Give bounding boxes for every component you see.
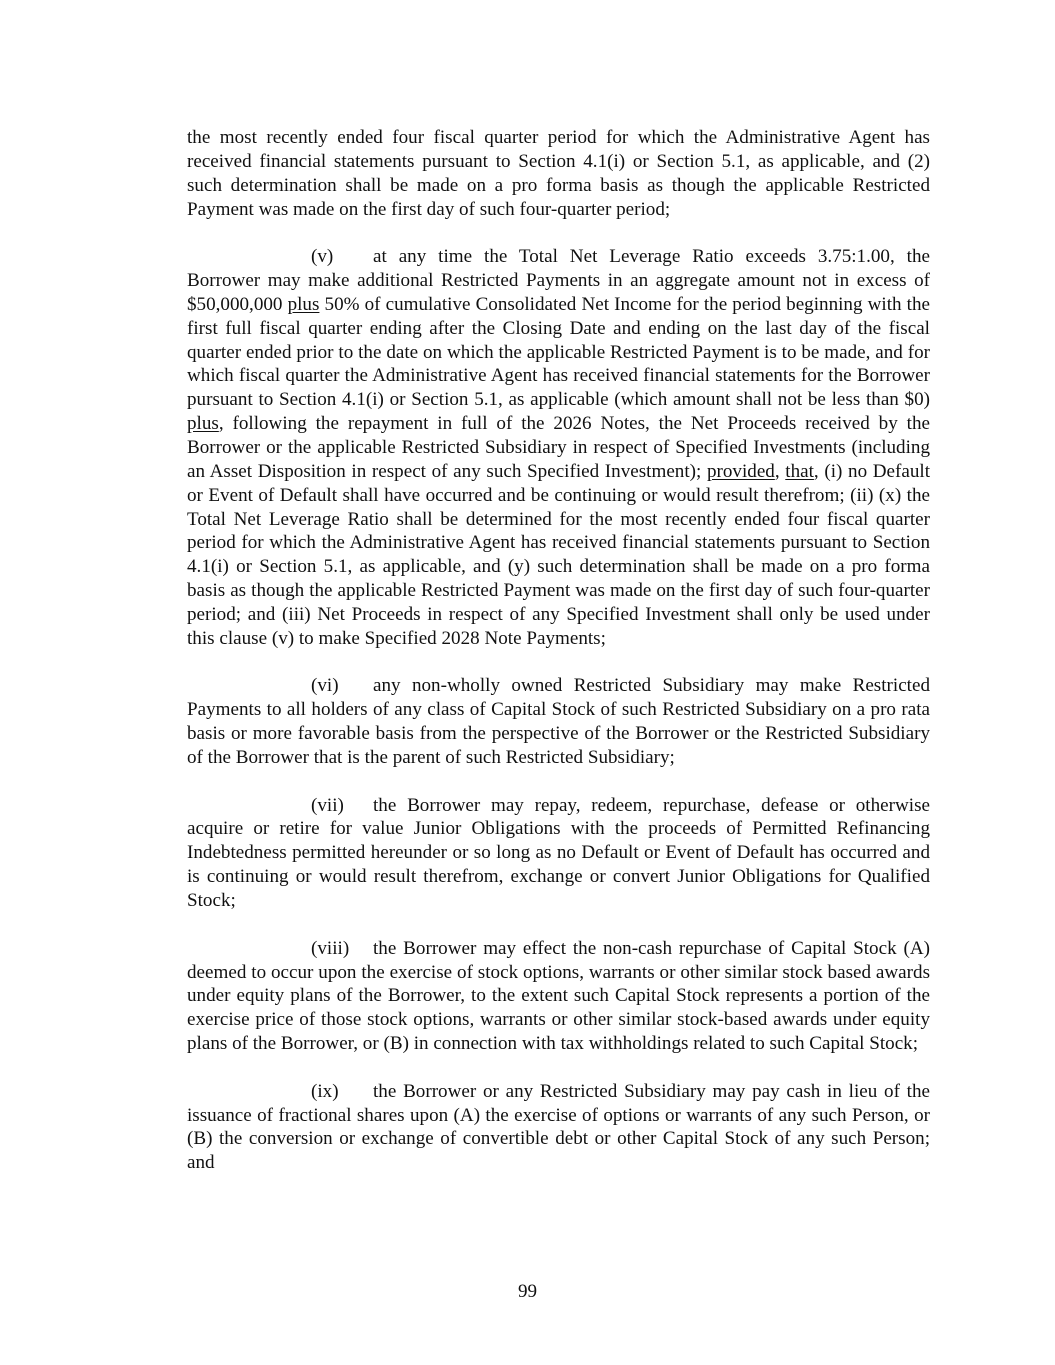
clause-v-number: (v)	[311, 246, 334, 268]
clause-vi	[187, 674, 930, 769]
clause-v-text-3: , following the repayment in full of the 2026 Notes, the Net Proceeds received by the Borrower or the applicable Restricted Subsidiary in respect of Specified Investments (including an Asset Disposition in respect of any such Specified Investment);	[187, 413, 930, 482]
clause-ix-number: (ix)	[311, 1080, 339, 1102]
opening-paragraph-text: the most recently ended four fiscal quarter period for which the Administrative Agent has received financial statements pursuant to Section 4.1(i) or Section 5.1, as applicable, and (2) such determination shall be made on a pro forma basis as though the applicable Restricted Payment was made on the first day of such four-quarter period;	[187, 127, 930, 220]
clause-vi-text: any non-wholly owned Restricted Subsidiary may make Restricted Payments to all holders of any class of Capital Stock of such Restricted Subsidiary on a pro rata basis or more favorable basis from the perspective of the Borrower or the Restricted Subsidiary of the Borrower that is the parent of such Restricted Subsidiary;	[187, 675, 930, 768]
page-number: 99	[517, 1281, 538, 1302]
opening-paragraph	[187, 126, 930, 221]
clause-vii	[187, 794, 930, 913]
clause-v-text-4: , (i) no Default or Event of Default shall have occurred and be continuing or would result therefrom; (ii) (x) the Total Net Leverage Ratio shall be determined for the most recently ended four fiscal quarter period for which the Administrative Agent has received financial statements pursuant to Section 4.1(i) or Section 5.1, as applicable, and (y) such determination shall be made on a pro forma basis as though the applicable Restricted Payment was made on the first day of such four-quarter period; and (iii) Net Proceeds in respect of any Specified Investment shall only be used under this clause (v) to make Specified 2028 Note Payments;	[187, 460, 931, 649]
clause-viii	[187, 937, 930, 1056]
clause-viii-text: the Borrower may effect the non-cash repurchase of Capital Stock (A) deemed to occur upon the exercise of stock options, warrants or other similar stock based awards under equity plans of the Borrower, to the extent such Capital Stock represents a portion of the exercise price of those stock options, warrants or other similar stock-based awards under equity plans of the Borrower, or (B) in connection with tax withholdings related to such Capital Stock;	[187, 937, 930, 1055]
clause-vii-text: the Borrower may repay, redeem, repurchase, defease or otherwise acquire or retire for value Junior Obligations with the proceeds of Permitted Refinancing Indebtedness permitted hereunder or so long as no Default or Event of Default has occurred and is continuing or would result therefrom, exchange or convert Junior Obligations for Qualified Stock;	[187, 794, 930, 911]
clause-v-text-1: at any time the Total Net Leverage Ratio exceeds 3.75:1.00, the Borrower may make additional Restricted Payments in an aggregate amount not in excess of $50,000,000	[187, 246, 930, 315]
clause-vii-number: (vii)	[311, 794, 344, 816]
clause-ix	[187, 1080, 930, 1175]
clause-v-that: that	[785, 460, 814, 482]
clause-v-plus-1: plus	[287, 293, 320, 315]
clause-v-plus-2: plus	[187, 413, 219, 435]
clause-v-text-2: 50% of cumulative Consolidated Net Income for the period beginning with the first full fiscal quarter ending after the Closing Date and ending on the last day of the fiscal quarter ended prior to the date on which the applicable Restricted Payment is to be made, and for which fiscal quarter the Administrative Agent has received financial statements for the Borrower pursuant to Section 4.1(i) or Section 5.1, as applicable (which amount shall not be less than $0)	[187, 293, 930, 411]
clause-ix-text: the Borrower or any Restricted Subsidiary may pay cash in lieu of the issuance of fractional shares upon (A) the exercise of options or warrants of any such Person, or (B) the conversion or exchange of convertible debt or other Capital Stock of any such Person; and	[187, 1080, 930, 1174]
clause-vi-number: (vi)	[311, 675, 339, 697]
clause-viii-number: (viii)	[311, 937, 350, 959]
document-body	[187, 126, 930, 1199]
clause-v-provided: provided	[706, 460, 775, 482]
clause-v	[187, 245, 930, 650]
clause-v-comma: ,	[774, 460, 786, 482]
